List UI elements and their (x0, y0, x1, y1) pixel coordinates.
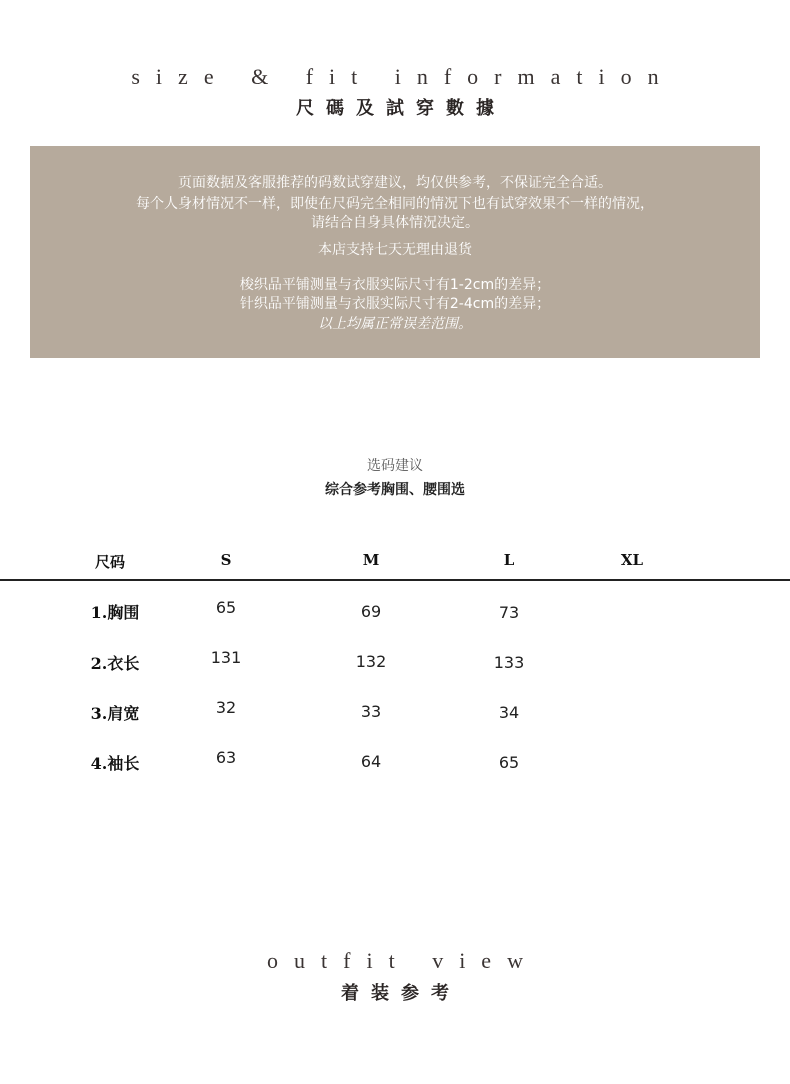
recommendation-title: 选码建议 (367, 458, 423, 474)
notice-line-3: 请结合自身具体情况决定。 (311, 215, 479, 231)
table-header-m: M (362, 551, 380, 569)
table-cell-shoulder-m: 33 (360, 702, 382, 721)
table-header-s: S (220, 551, 232, 569)
table-row-label-shoulder: 3.肩宽 (90, 704, 140, 723)
size-fit-title-en: size & fit information (131, 64, 675, 89)
notice-line-2: 每个人身材情况不一样，即使在尺码完全相同的情况下也有试穿效果不一样的情况， (136, 196, 654, 212)
notice-line-4: 本店支持七天无理由退货 (318, 242, 472, 258)
table-header-xl: XL (620, 551, 644, 569)
notice-line-6: 针织品平铺测量与衣服实际尺寸有2-4cm的差异； (239, 296, 551, 312)
table-cell-shoulder-s: 32 (215, 698, 237, 717)
notice-box (30, 146, 760, 358)
notice-line-1: 页面数据及客服推荐的码数试穿建议，均仅供参考，不保证完全合适。 (178, 175, 612, 191)
table-header-l: L (503, 551, 515, 569)
table-header-rule (0, 579, 790, 581)
table-cell-sleeve-l: 65 (498, 753, 520, 772)
table-row-label-chest: 1.胸围 (90, 603, 140, 622)
outfit-view-title-cn: 着装参考 (341, 983, 461, 1004)
table-cell-chest-l: 73 (498, 603, 520, 622)
size-fit-title-cn: 尺碼及試穿數據 (296, 98, 506, 119)
table-cell-length-l: 133 (493, 653, 525, 672)
table-header-size: 尺码 (94, 553, 125, 571)
notice-line-5: 梭织品平铺测量与衣服实际尺寸有1-2cm的差异； (239, 277, 551, 293)
table-cell-chest-m: 69 (360, 602, 382, 621)
table-cell-chest-s: 65 (215, 598, 237, 617)
table-cell-sleeve-s: 63 (215, 748, 237, 767)
recommendation-subtitle: 综合参考胸围、腰围选 (325, 482, 465, 498)
table-row-label-length: 2.衣长 (90, 654, 140, 673)
table-cell-shoulder-l: 34 (498, 703, 520, 722)
table-cell-sleeve-m: 64 (360, 752, 382, 771)
notice-line-7: 以上均属正常误差范围。 (318, 316, 472, 332)
table-row-label-sleeve: 4.袖长 (90, 754, 140, 773)
outfit-view-title-en: outfit view (267, 948, 539, 973)
table-cell-length-s: 131 (210, 648, 242, 667)
table-cell-length-m: 132 (355, 652, 387, 671)
